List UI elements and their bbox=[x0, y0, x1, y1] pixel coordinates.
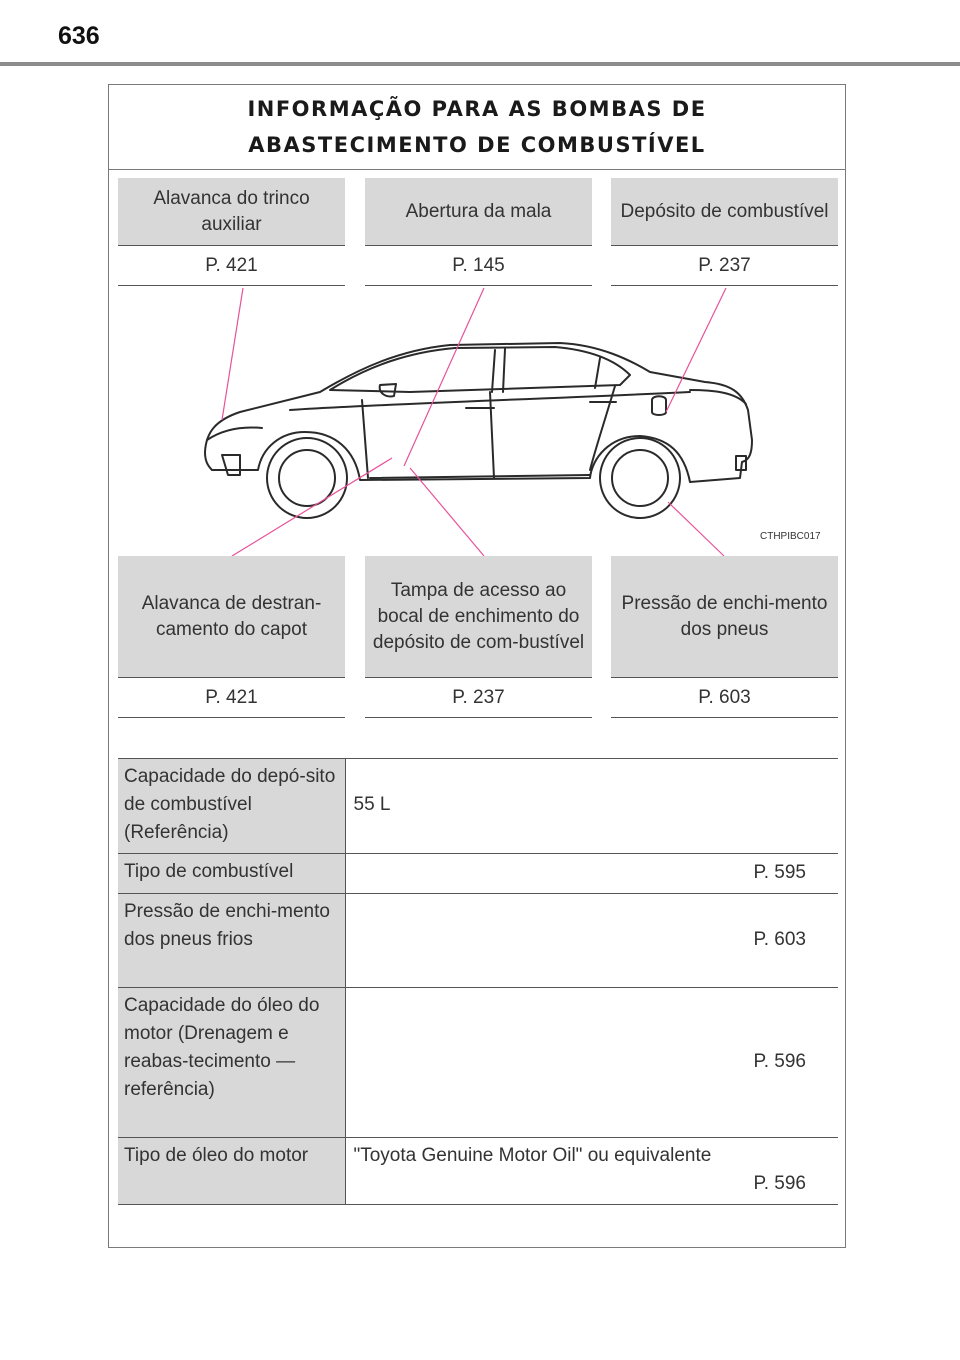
ref-tire-pressure[interactable]: P. 603 bbox=[611, 678, 838, 718]
spec-ref[interactable]: P. 595 bbox=[345, 854, 838, 894]
spec-ref[interactable]: P. 596 bbox=[753, 1173, 806, 1194]
spec-value-text: 55 L bbox=[353, 794, 391, 815]
car-outline bbox=[205, 343, 752, 482]
title-line-1: INFORMAÇÃO PARA AS BOMBAS DE bbox=[247, 97, 707, 121]
spec-label: Tipo de combustível bbox=[118, 854, 345, 894]
image-code: CTHPIBC017 bbox=[760, 531, 821, 542]
ref-auxiliary-catch-lever[interactable]: P. 421 bbox=[118, 246, 345, 286]
wheels bbox=[267, 438, 680, 518]
label-fuel-tank: Depósito de combustível bbox=[611, 178, 838, 246]
table-row bbox=[118, 854, 838, 894]
spec-label: Capacidade do óleo do motor (Drenagem e reabas-tecimento — referência) bbox=[118, 988, 345, 1138]
ref-fuel-tank[interactable]: P. 237 bbox=[611, 246, 838, 286]
table-row bbox=[118, 894, 838, 988]
label-hood-release-lever: Alavanca de destran-camento do capot bbox=[118, 556, 345, 678]
ref-fuel-filler-door[interactable]: P. 237 bbox=[365, 678, 592, 718]
table-row bbox=[118, 759, 838, 854]
page-number: 636 bbox=[58, 22, 100, 50]
table-row bbox=[118, 1138, 838, 1205]
title-line-2: ABASTECIMENTO DE COMBUSTÍVEL bbox=[248, 133, 706, 157]
ref-hood-release-lever[interactable]: P. 421 bbox=[118, 678, 345, 718]
spec-ref[interactable]: P. 596 bbox=[345, 988, 838, 1138]
spec-label: Capacidade do depó-sito de combustível (Referência) bbox=[118, 759, 345, 854]
spec-value-text: "Toyota Genuine Motor Oil" ou equivalente bbox=[353, 1145, 712, 1166]
spec-label: Pressão de enchi-mento dos pneus frios bbox=[118, 894, 345, 988]
spec-value bbox=[345, 1138, 838, 1205]
spec-value bbox=[345, 759, 838, 854]
label-trunk-opener: Abertura da mala bbox=[365, 178, 592, 246]
label-auxiliary-catch-lever: Alavanca do trinco auxiliar bbox=[118, 178, 345, 246]
fuel-spec-table bbox=[118, 758, 838, 1205]
label-fuel-filler-door: Tampa de acesso ao bocal de enchimento do depósito de com-bustível bbox=[365, 556, 592, 678]
spec-ref[interactable]: P. 603 bbox=[345, 894, 838, 988]
label-tire-pressure: Pressão de enchi-mento dos pneus bbox=[611, 556, 838, 678]
table-row bbox=[118, 988, 838, 1138]
spec-label: Tipo de óleo do motor bbox=[118, 1138, 345, 1205]
ref-trunk-opener[interactable]: P. 145 bbox=[365, 246, 592, 286]
